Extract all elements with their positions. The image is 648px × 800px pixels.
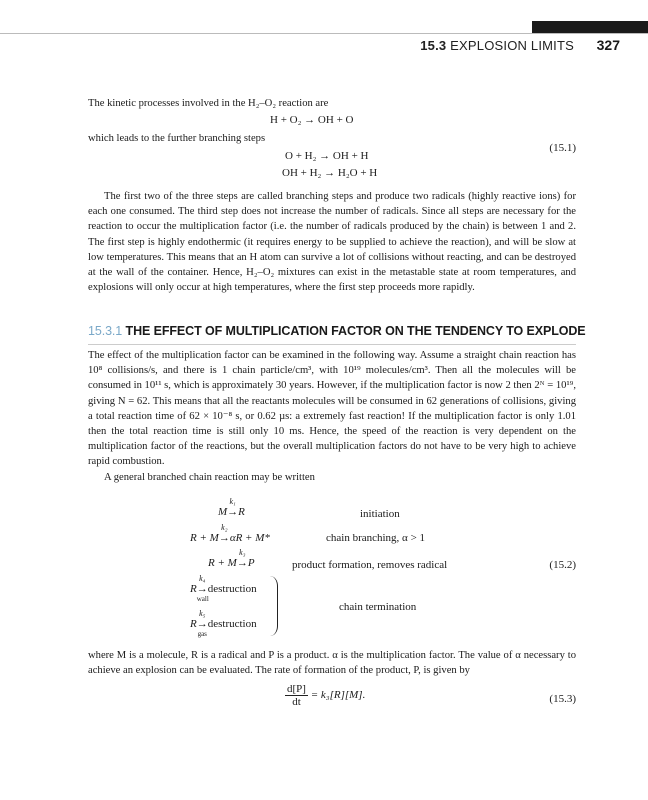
reaction-branching bbox=[190, 523, 270, 545]
equation-h-o2: H + O₂ → OH + O bbox=[270, 114, 354, 126]
r5-lhs: R bbox=[190, 618, 197, 630]
running-title: EXPLOSION LIMITS bbox=[450, 38, 574, 53]
label-product: product formation, removes radical bbox=[292, 559, 448, 571]
r2-rhs: αR + M* bbox=[229, 532, 270, 544]
further-text: which leads to the further branching steps bbox=[88, 133, 266, 144]
label-initiation: initiation bbox=[360, 508, 400, 520]
rate-numerator: d[P] bbox=[287, 683, 306, 695]
r4-sub: wall bbox=[196, 595, 209, 604]
section-heading bbox=[88, 324, 588, 338]
equation-number-15-3: (15.3) bbox=[549, 693, 576, 705]
r1-k: k₁ bbox=[229, 497, 236, 507]
paragraph-general: A general branched chain reaction may be written bbox=[104, 472, 315, 483]
heading-divider bbox=[88, 344, 576, 345]
r4-k: k₄ bbox=[199, 574, 206, 584]
r2-lhs: R + M bbox=[190, 532, 219, 544]
r3-rhs: P bbox=[247, 557, 255, 569]
r1-rhs: R bbox=[238, 506, 245, 518]
section-number: 15.3 bbox=[420, 38, 447, 53]
r3-arrow: k₃ → bbox=[236, 548, 248, 570]
running-head bbox=[420, 38, 574, 53]
r1-arrow: k₁ → bbox=[227, 497, 239, 519]
r5-sub: gas bbox=[197, 630, 207, 639]
r4-arrow: k₄ → wall bbox=[196, 574, 209, 604]
paragraph-definitions: where M is a molecule, R is a radical and P is a product. α is the multiplication factor. The value of α necessary to achieve an explosion can be evaluated. The rate of formation of the product, P, is given by bbox=[88, 650, 576, 677]
paragraph-multiplication: The effect of the multiplication factor can be examined in the following way. Assume a straight chain reaction has 10⁸ collisions/s, and there is 1 chain particle/cm³, with 10¹⁹ molecules/cm³. Then all the molecules will be consumed in 10¹¹ s, which is approximately 30 years. However, if the multiplication factor is now 2 then 2ᴺ = 10¹⁹, giving N = 62. This means that all the reactants molecules will be consumed in 62 generations of collisions, giving a total reaction time of 62 × 10⁻⁸ s, or 0.62 µs: a extremely fast reaction! If the multiplication factor is only 1.01 then the total reaction time is still only 10 ms. Hence, the speed of the reaction is very dependent on the multiplication factor of the reactions, but the overall multiplication factors do not have to be very high to achieve rapid combustion. bbox=[88, 350, 576, 468]
r5-rhs: destruction bbox=[207, 618, 257, 630]
equation-rate bbox=[285, 683, 365, 708]
heading-title: THE EFFECT OF MULTIPLICATION FACTOR ON THE TENDENCY TO EXPLODE bbox=[125, 324, 586, 338]
r4-lhs: R bbox=[190, 583, 197, 595]
page-number: 327 bbox=[596, 37, 620, 53]
r3-lhs: R + M bbox=[208, 557, 237, 569]
rate-rhs: = k₃[R][M]. bbox=[310, 689, 366, 702]
intro-text: The kinetic processes involved in the H₂–O₂ reaction are bbox=[88, 98, 329, 109]
label-termination: chain termination bbox=[339, 601, 417, 613]
r3-k: k₃ bbox=[239, 548, 246, 558]
header-rule bbox=[0, 33, 648, 34]
r5-k: k₅ bbox=[199, 609, 206, 619]
heading-number: 15.3.1 bbox=[88, 324, 123, 338]
r4-rhs: destruction bbox=[207, 583, 257, 595]
rate-fraction bbox=[285, 683, 308, 708]
reaction-gas-destruction bbox=[190, 609, 257, 639]
equation-number-15-1: (15.1) bbox=[549, 142, 576, 154]
rate-denominator: dt bbox=[292, 696, 301, 708]
r2-arrow: k₂ → bbox=[218, 523, 230, 545]
paragraph-branching: The first two of the three steps are called branching steps and produce two radicals (highly reactive ions) for each one consumed. The third step does not increase the number of radicals. Since all steps are necessary for the reaction to occur the multiplication factor (i.e. the number of radicals produced by the chain) is between 1 and 2. The first step is highly endothermic (it requires energy to be supplied to achieve the reaction), and will be slow at low temperatures. This means that an H atom can survive a lot of collisions without reacting, and can be destroyed at the wall of the container. Hence, H₂–O₂ mixtures can exist in the metastable state at room temperatures, and explosions will only occur at high temperatures, where the first step proceeds more rapidly. bbox=[88, 191, 576, 294]
r2-k: k₂ bbox=[221, 523, 228, 533]
equation-o-h2: O + H₂ → OH + H bbox=[285, 150, 369, 162]
termination-brace bbox=[269, 576, 278, 636]
r5-arrow: k₅ → gas bbox=[196, 609, 208, 639]
equation-oh-h2: OH + H₂ → H₂O + H bbox=[282, 167, 378, 179]
r1-lhs: M bbox=[218, 506, 228, 518]
header-block bbox=[532, 21, 648, 33]
reaction-wall-destruction bbox=[190, 574, 257, 604]
reaction-initiation bbox=[218, 497, 245, 519]
reaction-product bbox=[208, 548, 255, 570]
label-branching: chain branching, α > 1 bbox=[326, 532, 426, 544]
equation-number-15-2: (15.2) bbox=[549, 559, 576, 571]
